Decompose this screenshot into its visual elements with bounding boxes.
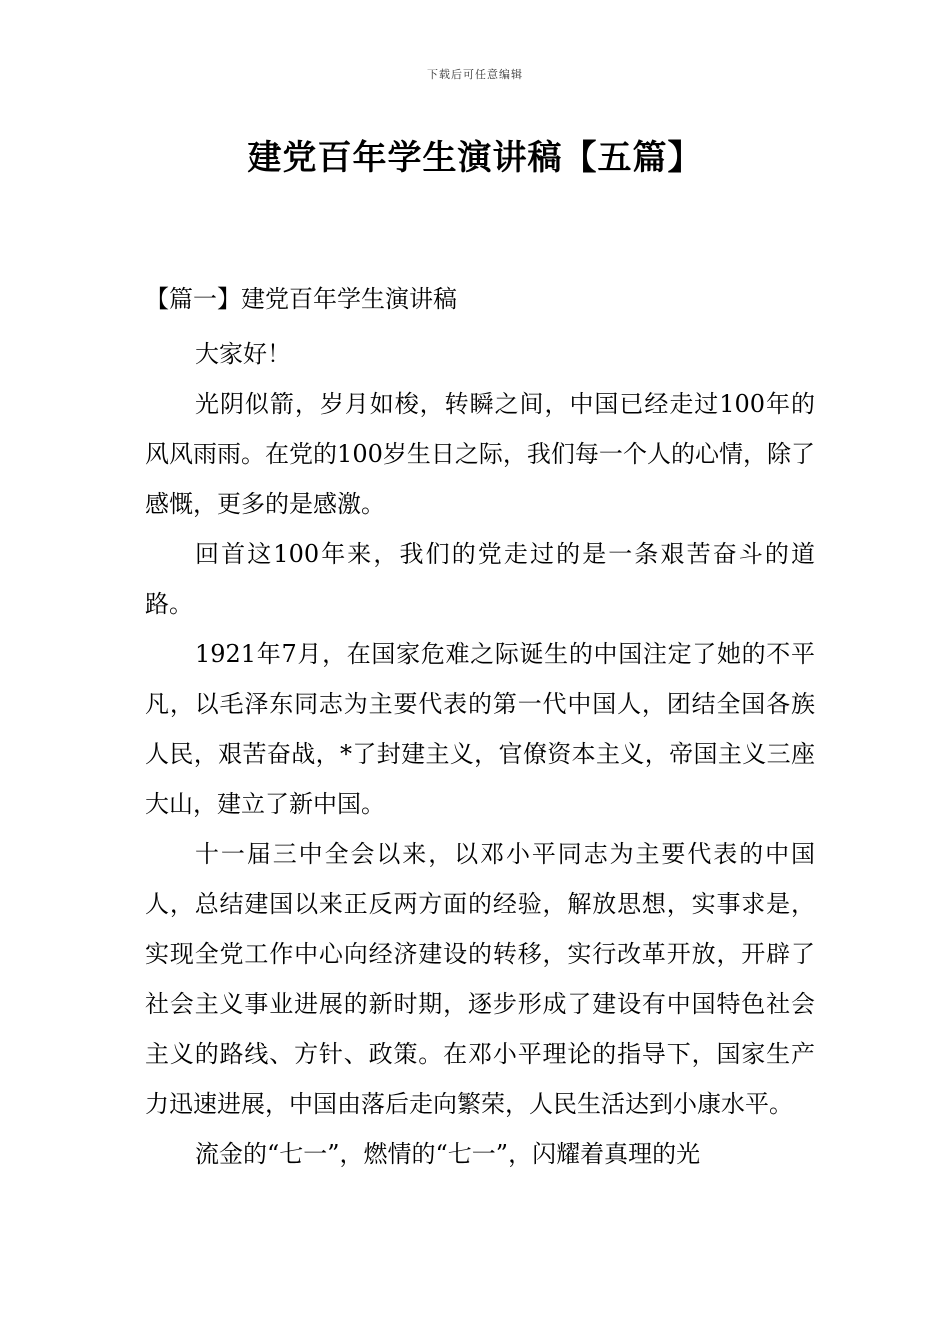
paragraph: 1921年7月，在国家危难之际诞生的中国注定了她的不平凡，以毛泽东同志为主要代表的第一代中国人，团结全国各族人民，艰苦奋战，*了封建主义，官僚资本主义，帝国主义三座大山，建立了新中国。 [145,640,815,818]
document-body [145,279,815,1179]
paragraph: 十一届三中全会以来，以邓小平同志为主要代表的中国人，总结建国以来正反两方面的经验，解放思想，实事求是，实现全党工作中心向经济建设的转移，实行改革开放，开辟了社会主义事业进展的新时期，逐步形成了建设有中国特色社会主义的路线、方针、政策。在邓小平理论的指导下，国家生产力迅速进展，中国由落后走向繁荣，人民生活达到小康水平。 [145,840,815,1118]
section-heading: 【篇一】建党百年学生演讲稿 [145,285,457,313]
document-title: 建党百年学生演讲稿【五篇】 [247,138,703,178]
header-note: 下载后可任意编辑 [427,68,523,81]
paragraph: 光阴似箭，岁月如梭，转瞬之间，中国已经走过100年的风风雨雨。在党的100岁生日之际，我们每一个人的心情，除了感慨，更多的是感激。 [145,390,815,518]
paragraph-greeting: 大家好！ [195,340,291,368]
paragraph: 流金的“七一”，燃情的“七一”，闪耀着真理的光 [195,1140,701,1168]
paragraph: 回首这100年来，我们的党走过的是一条艰苦奋斗的道路。 [145,540,815,618]
